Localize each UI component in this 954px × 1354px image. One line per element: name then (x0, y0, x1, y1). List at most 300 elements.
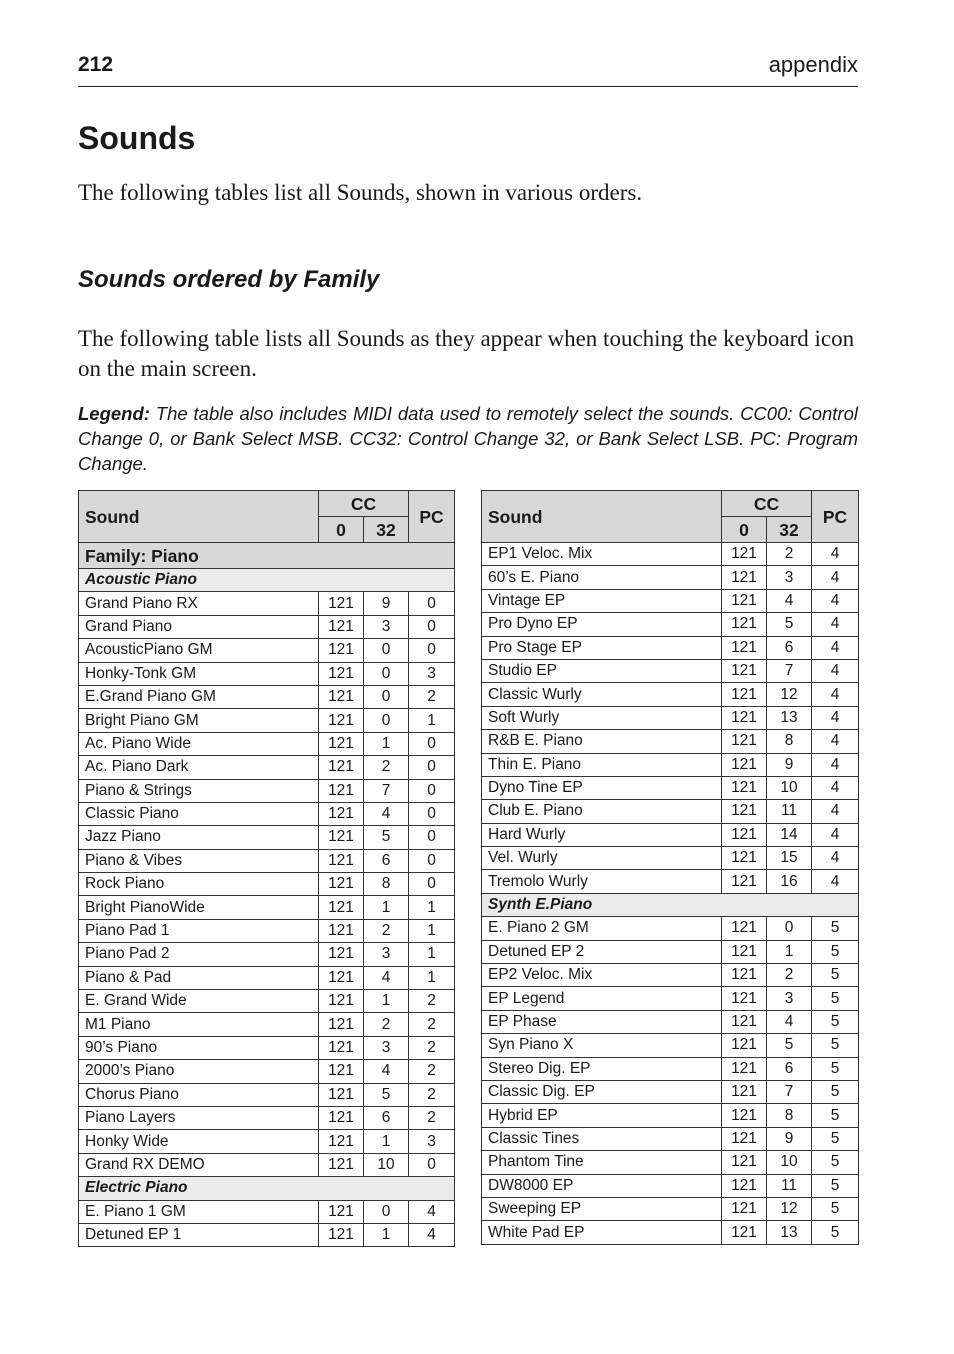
cc32-cell: 10 (767, 1151, 812, 1174)
table-row (79, 662, 455, 685)
cc0-cell: 121 (319, 873, 364, 896)
cc32-cell: 2 (364, 756, 409, 779)
cc32-cell: 8 (767, 730, 812, 753)
pc-cell: 4 (812, 659, 859, 682)
pc-cell: 0 (409, 732, 455, 755)
cc32-cell: 4 (364, 802, 409, 825)
cc32-cell: 13 (767, 706, 812, 729)
cc0-cell: 121 (722, 730, 767, 753)
table-row (79, 592, 455, 615)
sound-name-cell: Vel. Wurly (482, 847, 722, 870)
cc0-cell: 121 (722, 1221, 767, 1244)
sound-name-cell: E.Grand Piano GM (79, 685, 319, 708)
sound-name-cell: Piano Pad 2 (79, 943, 319, 966)
cc32-cell: 11 (767, 800, 812, 823)
family-row (79, 543, 455, 569)
cc0-cell: 121 (319, 756, 364, 779)
cc32-cell: 7 (767, 1080, 812, 1103)
sound-name-cell: Grand Piano RX (79, 592, 319, 615)
table-row (79, 756, 455, 779)
cc0-cell: 121 (722, 589, 767, 612)
pc-cell: 4 (812, 683, 859, 706)
table-row (482, 800, 859, 823)
cc0-cell: 121 (722, 1104, 767, 1127)
cc0-cell: 121 (319, 966, 364, 989)
sound-name-cell: DW8000 EP (482, 1174, 722, 1197)
pc-column-header: PC (409, 491, 455, 543)
sound-name-cell: EP Phase (482, 1010, 722, 1033)
cc0-cell: 121 (722, 964, 767, 987)
sound-name-cell: Detuned EP 2 (482, 940, 722, 963)
pc-cell: 0 (409, 826, 455, 849)
pc-cell: 1 (409, 709, 455, 732)
pc-cell: 4 (812, 589, 859, 612)
sound-name-cell: Piano Pad 1 (79, 919, 319, 942)
table-row (79, 919, 455, 942)
cc0-cell: 121 (722, 1034, 767, 1057)
sound-name-cell: Pro Dyno EP (482, 613, 722, 636)
table-row (79, 639, 455, 662)
table-row (482, 566, 859, 589)
cc0-cell: 121 (722, 659, 767, 682)
legend-paragraph (78, 401, 858, 476)
cc32-cell: 4 (364, 1060, 409, 1083)
pc-cell: 4 (812, 823, 859, 846)
pc-cell: 1 (409, 896, 455, 919)
sound-name-cell: Studio EP (482, 659, 722, 682)
cc0-cell: 121 (722, 870, 767, 893)
category-label: Synth E.Piano (482, 893, 859, 916)
cc32-cell: 6 (767, 1057, 812, 1080)
sound-name-cell: Vintage EP (482, 589, 722, 612)
pc-cell: 0 (409, 615, 455, 638)
cc32-cell: 0 (364, 709, 409, 732)
table-row (482, 917, 859, 940)
description-paragraph: The following table lists all Sounds as they appear when touching the keyboard icon on the main screen. (78, 326, 855, 381)
pc-cell: 2 (409, 1083, 455, 1106)
pc-cell: 5 (812, 1080, 859, 1103)
cc32-cell: 0 (767, 917, 812, 940)
section-name: appendix (768, 52, 858, 77)
cc0-cell: 121 (722, 753, 767, 776)
table-row (482, 1197, 859, 1220)
table-row (79, 966, 455, 989)
pc-cell: 4 (812, 566, 859, 589)
cc0-cell: 121 (722, 683, 767, 706)
category-row (79, 569, 455, 592)
table-row (79, 1013, 455, 1036)
cc32-cell: 4 (364, 966, 409, 989)
table-row (482, 1127, 859, 1150)
table-row (482, 776, 859, 799)
table-row (482, 543, 859, 566)
cc0-cell: 121 (722, 613, 767, 636)
pc-cell: 5 (812, 1104, 859, 1127)
pc-cell: 5 (812, 987, 859, 1010)
table-row (482, 964, 859, 987)
cc0-cell: 121 (319, 849, 364, 872)
pc-cell: 0 (409, 849, 455, 872)
sound-name-cell: Piano Layers (79, 1106, 319, 1129)
cc0-cell: 121 (319, 709, 364, 732)
page-header (78, 50, 858, 87)
table-row (482, 1221, 859, 1244)
pc-cell: 4 (812, 870, 859, 893)
cc32-cell: 1 (364, 732, 409, 755)
sound-name-cell: Rock Piano (79, 873, 319, 896)
table-row (79, 615, 455, 638)
cc32-cell: 0 (364, 685, 409, 708)
cc0-cell: 121 (722, 800, 767, 823)
sound-name-cell: Club E. Piano (482, 800, 722, 823)
sound-name-cell: EP1 Veloc. Mix (482, 543, 722, 566)
sound-name-cell: 90’s Piano (79, 1036, 319, 1059)
cc-column-header: CC (319, 491, 409, 517)
pc-column-header: PC (812, 491, 859, 543)
table-row (79, 779, 455, 802)
cc32-cell: 10 (767, 776, 812, 799)
sound-name-cell: Pro Stage EP (482, 636, 722, 659)
cc32-cell: 7 (364, 779, 409, 802)
table-row (79, 1200, 455, 1223)
sound-name-cell: Tremolo Wurly (482, 870, 722, 893)
page-number: 212 (78, 53, 114, 76)
cc0-cell: 121 (319, 802, 364, 825)
pc-cell: 5 (812, 1197, 859, 1220)
cc32-cell: 15 (767, 847, 812, 870)
sound-name-cell: Classic Dig. EP (482, 1080, 722, 1103)
sound-name-cell: Grand RX DEMO (79, 1153, 319, 1176)
table-row (482, 1080, 859, 1103)
cc32-cell: 3 (767, 566, 812, 589)
cc32-cell: 11 (767, 1174, 812, 1197)
cc0-cell: 121 (319, 826, 364, 849)
pc-cell: 3 (409, 1130, 455, 1153)
sound-column-header: Sound (79, 491, 319, 543)
cc0-cell: 121 (319, 943, 364, 966)
table-row (79, 896, 455, 919)
pc-cell: 5 (812, 1034, 859, 1057)
cc32-cell: 6 (364, 1106, 409, 1129)
pc-cell: 2 (409, 685, 455, 708)
pc-cell: 4 (812, 800, 859, 823)
table-row (79, 873, 455, 896)
cc0-cell: 121 (722, 940, 767, 963)
table-body (79, 543, 455, 1247)
cc0-cell: 121 (319, 1013, 364, 1036)
cc32-cell: 3 (767, 987, 812, 1010)
cc32-cell: 3 (364, 943, 409, 966)
cc32-cell: 2 (767, 543, 812, 566)
pc-cell: 2 (409, 1013, 455, 1036)
cc0-cell: 121 (722, 706, 767, 729)
pc-cell: 2 (409, 1036, 455, 1059)
section-subtitle: Sounds ordered by Family (78, 266, 380, 293)
cc32-cell: 6 (767, 636, 812, 659)
pc-cell: 4 (812, 706, 859, 729)
cc0-cell: 121 (722, 847, 767, 870)
table-row (482, 847, 859, 870)
pc-cell: 4 (812, 753, 859, 776)
table-row (482, 1151, 859, 1174)
sound-name-cell: Detuned EP 1 (79, 1223, 319, 1246)
sound-name-cell: AcousticPiano GM (79, 639, 319, 662)
pc-cell: 5 (812, 964, 859, 987)
pc-cell: 5 (812, 940, 859, 963)
cc32-cell: 6 (364, 849, 409, 872)
sound-column-header: Sound (482, 491, 722, 543)
sound-name-cell: Syn Piano X (482, 1034, 722, 1057)
cc0-cell: 121 (722, 1010, 767, 1033)
table-row (482, 730, 859, 753)
pc-cell: 2 (409, 1060, 455, 1083)
cc0-cell: 121 (722, 543, 767, 566)
pc-cell: 3 (409, 662, 455, 685)
cc0-cell: 121 (319, 685, 364, 708)
sound-name-cell: 60’s E. Piano (482, 566, 722, 589)
cc32-cell: 9 (767, 753, 812, 776)
cc0-cell: 121 (722, 1127, 767, 1150)
category-label: Acoustic Piano (79, 569, 455, 592)
cc32-cell: 12 (767, 683, 812, 706)
pc-cell: 4 (812, 543, 859, 566)
sound-name-cell: Bright Piano GM (79, 709, 319, 732)
intro-paragraph: The following tables list all Sounds, shown in various orders. (78, 180, 643, 205)
sound-name-cell: E. Piano 1 GM (79, 1200, 319, 1223)
table-row (482, 659, 859, 682)
pc-cell: 1 (409, 966, 455, 989)
cc32-cell: 5 (364, 826, 409, 849)
cc0-cell: 121 (319, 919, 364, 942)
sound-name-cell: EP2 Veloc. Mix (482, 964, 722, 987)
table-row (482, 589, 859, 612)
table-row (482, 940, 859, 963)
cc0-cell: 121 (319, 615, 364, 638)
table-row (482, 753, 859, 776)
table-row (79, 1060, 455, 1083)
pc-cell: 5 (812, 1057, 859, 1080)
sound-name-cell: Honky-Tonk GM (79, 662, 319, 685)
table-row (482, 1104, 859, 1127)
sound-name-cell: Piano & Pad (79, 966, 319, 989)
sound-name-cell: R&B E. Piano (482, 730, 722, 753)
table-row (482, 870, 859, 893)
sound-name-cell: EP Legend (482, 987, 722, 1010)
pc-cell: 5 (812, 1151, 859, 1174)
sound-name-cell: Hard Wurly (482, 823, 722, 846)
sound-name-cell: Thin E. Piano (482, 753, 722, 776)
cc32-cell: 14 (767, 823, 812, 846)
pc-cell: 4 (812, 730, 859, 753)
cc0-cell: 121 (319, 1153, 364, 1176)
sounds-table-left (78, 490, 455, 1247)
pc-cell: 5 (812, 1174, 859, 1197)
cc32-cell: 7 (767, 659, 812, 682)
sound-name-cell: Classic Tines (482, 1127, 722, 1150)
sound-name-cell: Piano & Vibes (79, 849, 319, 872)
pc-cell: 4 (409, 1223, 455, 1246)
sound-name-cell: Phantom Tine (482, 1151, 722, 1174)
sound-name-cell: E. Grand Wide (79, 990, 319, 1013)
pc-cell: 4 (409, 1200, 455, 1223)
table-row (482, 1010, 859, 1033)
cc-column-header: CC (722, 491, 812, 517)
cc32-cell: 0 (364, 662, 409, 685)
pc-cell: 4 (812, 613, 859, 636)
cc0-cell: 121 (319, 896, 364, 919)
table-row (79, 826, 455, 849)
cc32-cell: 1 (364, 896, 409, 919)
sound-name-cell: M1 Piano (79, 1013, 319, 1036)
table-row (79, 1130, 455, 1153)
cc0-cell: 121 (319, 779, 364, 802)
table-row (79, 1036, 455, 1059)
table-row (79, 943, 455, 966)
cc0-cell: 121 (319, 1200, 364, 1223)
cc32-cell: 0 (364, 639, 409, 662)
cc32-column-header: 32 (767, 517, 812, 543)
table-row (79, 849, 455, 872)
table-row (482, 636, 859, 659)
cc0-cell: 121 (319, 1106, 364, 1129)
cc32-cell: 4 (767, 589, 812, 612)
table-row (482, 823, 859, 846)
legend-text: The table also includes MIDI data used to remotely select the sounds. CC00: Control Change 0, or Bank Select MSB. CC32: Control Change 32, or Bank Select LSB. PC: Program Change. (78, 403, 858, 474)
pc-cell: 5 (812, 1221, 859, 1244)
pc-cell: 0 (409, 779, 455, 802)
sound-name-cell: Bright PianoWide (79, 896, 319, 919)
pc-cell: 1 (409, 919, 455, 942)
sound-name-cell: Grand Piano (79, 615, 319, 638)
cc32-cell: 2 (364, 1013, 409, 1036)
family-label: Family: Piano (79, 543, 455, 569)
cc32-cell: 4 (767, 1010, 812, 1033)
table-row (482, 1057, 859, 1080)
sound-name-cell: Ac. Piano Dark (79, 756, 319, 779)
sound-name-cell: 2000’s Piano (79, 1060, 319, 1083)
pc-cell: 0 (409, 873, 455, 896)
sound-name-cell: Honky Wide (79, 1130, 319, 1153)
cc32-cell: 5 (767, 613, 812, 636)
cc0-cell: 121 (319, 990, 364, 1013)
cc0-column-header: 0 (722, 517, 767, 543)
sound-name-cell: White Pad EP (482, 1221, 722, 1244)
cc32-cell: 5 (364, 1083, 409, 1106)
table-row (482, 1174, 859, 1197)
cc32-cell: 8 (767, 1104, 812, 1127)
cc0-cell: 121 (722, 636, 767, 659)
cc0-cell: 121 (319, 639, 364, 662)
cc32-cell: 10 (364, 1153, 409, 1176)
cc0-cell: 121 (319, 1083, 364, 1106)
pc-cell: 5 (812, 917, 859, 940)
sound-name-cell: Stereo Dig. EP (482, 1057, 722, 1080)
cc0-cell: 121 (319, 592, 364, 615)
cc0-cell: 121 (722, 1197, 767, 1220)
table-row (482, 613, 859, 636)
legend-label: Legend: (78, 403, 150, 424)
pc-cell: 0 (409, 639, 455, 662)
cc0-cell: 121 (319, 1223, 364, 1246)
cc32-cell: 5 (767, 1034, 812, 1057)
sound-name-cell: Classic Piano (79, 802, 319, 825)
pc-cell: 4 (812, 776, 859, 799)
sound-name-cell: Dyno Tine EP (482, 776, 722, 799)
pc-cell: 2 (409, 990, 455, 1013)
table-row (79, 1223, 455, 1246)
pc-cell: 0 (409, 756, 455, 779)
cc0-cell: 121 (319, 1036, 364, 1059)
page-title: Sounds (78, 120, 196, 156)
cc0-cell: 121 (722, 987, 767, 1010)
sounds-table-right (481, 490, 859, 1245)
sound-name-cell: E. Piano 2 GM (482, 917, 722, 940)
category-label: Electric Piano (79, 1177, 455, 1200)
cc32-cell: 8 (364, 873, 409, 896)
cc32-cell: 1 (364, 1130, 409, 1153)
cc32-cell: 0 (364, 1200, 409, 1223)
pc-cell: 4 (812, 847, 859, 870)
sound-name-cell: Soft Wurly (482, 706, 722, 729)
cc0-cell: 121 (722, 1174, 767, 1197)
table-row (482, 706, 859, 729)
pc-cell: 0 (409, 592, 455, 615)
cc32-cell: 3 (364, 1036, 409, 1059)
cc32-cell: 1 (364, 990, 409, 1013)
sound-name-cell: Chorus Piano (79, 1083, 319, 1106)
sound-name-cell: Jazz Piano (79, 826, 319, 849)
table-row (79, 1083, 455, 1106)
sound-name-cell: Classic Wurly (482, 683, 722, 706)
cc32-cell: 13 (767, 1221, 812, 1244)
pc-cell: 5 (812, 1010, 859, 1033)
cc32-cell: 2 (767, 964, 812, 987)
cc32-cell: 9 (364, 592, 409, 615)
cc0-cell: 121 (319, 732, 364, 755)
cc32-cell: 3 (364, 615, 409, 638)
table-row (482, 987, 859, 1010)
pc-cell: 2 (409, 1106, 455, 1129)
cc32-cell: 1 (767, 940, 812, 963)
cc0-cell: 121 (722, 823, 767, 846)
cc0-cell: 121 (722, 1080, 767, 1103)
cc0-cell: 121 (722, 1151, 767, 1174)
pc-cell: 0 (409, 802, 455, 825)
pc-cell: 1 (409, 943, 455, 966)
cc0-cell: 121 (319, 1130, 364, 1153)
table-row (79, 709, 455, 732)
cc0-cell: 121 (319, 662, 364, 685)
table-body (482, 543, 859, 1245)
cc0-cell: 121 (722, 917, 767, 940)
cc32-cell: 1 (364, 1223, 409, 1246)
cc32-cell: 16 (767, 870, 812, 893)
cc0-cell: 121 (722, 1057, 767, 1080)
pc-cell: 4 (812, 636, 859, 659)
sound-name-cell: Sweeping EP (482, 1197, 722, 1220)
table-row (79, 1106, 455, 1129)
cc0-cell: 121 (722, 776, 767, 799)
table-row (79, 685, 455, 708)
category-row (79, 1177, 455, 1200)
table-row (79, 732, 455, 755)
cc32-column-header: 32 (364, 517, 409, 543)
cc0-column-header: 0 (319, 517, 364, 543)
category-row (482, 893, 859, 916)
table-row (482, 1034, 859, 1057)
table-row (79, 1153, 455, 1176)
cc0-cell: 121 (722, 566, 767, 589)
